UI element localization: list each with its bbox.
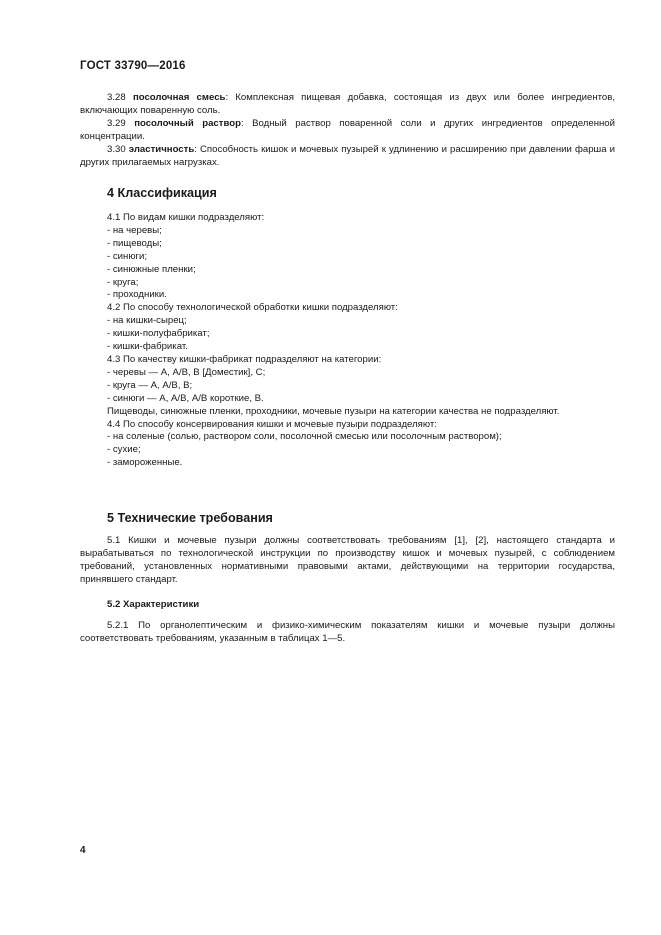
- subsection-5-2-heading: 5.2 Характеристики: [107, 599, 200, 610]
- list-item: - синюжные пленки;: [107, 263, 196, 275]
- clause-5-2-1: 5.2.1 По органолептическим и физико-химическим показателям кишки и мочевые пузыри должны соответствовать требованиям, указанным в таблицах 1—5.: [80, 620, 615, 644]
- list-item: - синюги — А, А/В, А/В короткие, В.: [107, 392, 264, 404]
- list-item: - пищеводы;: [107, 237, 162, 249]
- clause-4-1: 4.1 По видам кишки подразделяют:: [107, 212, 265, 223]
- clause-4-2: 4.2 По способу технологической обработки кишки подразделяют:: [107, 302, 398, 314]
- definitions-block: [80, 92, 615, 169]
- definition-3-29: 3.29 посолочный раствор: Водный раствор поваренной соли и других ингредиентов определенной концентрации.: [80, 117, 615, 142]
- definition-3-28: 3.28 посолочная смесь: Комплексная пищевая добавка, состоящая из двух или более ингредиентов, включающих поваренную соль.: [80, 92, 616, 116]
- list-item: - черевы — А, А/В, В [Доместик], С;: [107, 366, 266, 378]
- list-item: - проходники.: [107, 289, 167, 301]
- list-item: - кишки-полуфабрикат;: [107, 328, 210, 340]
- document-code: ГОСТ 33790—2016: [80, 60, 186, 72]
- list-item: - синюги;: [107, 250, 148, 262]
- section-5-heading: 5 Технические требования: [107, 511, 273, 525]
- clause-4-4: 4.4 По способу консервирования кишки и мочевые пузыри подразделяют:: [107, 418, 437, 430]
- list-item: - круга — А, А/В, В;: [107, 379, 193, 391]
- page-number: 4: [80, 845, 86, 856]
- list-item: - на черевы;: [107, 224, 162, 236]
- list-item: - сухие;: [107, 444, 141, 456]
- clause-4-3-note: Пищеводы, синюжные пленки, проходники, мочевые пузыри на категории качества не подразделяют.: [107, 405, 560, 417]
- clause-4-3: 4.3 По качеству кишки-фабрикат подразделяют на категории:: [107, 353, 382, 365]
- list-item: - замороженные.: [107, 457, 183, 469]
- list-item: - кишки-фабрикат.: [107, 341, 188, 353]
- section-4-body: [80, 212, 615, 470]
- definition-3-30: 3.30 эластичность: Способность кишок и мочевых пузырей к удлинению и расширению при давлении фарша и других прилагаемых нагрузках.: [80, 143, 615, 168]
- list-item: - на кишки-сырец;: [107, 315, 187, 327]
- clause-5-1: 5.1 Кишки и мочевые пузыри должны соответствовать требованиям [1], [2], настоящего стандарта и вырабатываться по технологической инструкции по производству кишок и мочевых пузырей, с соблюдением требований, установленных нормативными правовыми актами, действующими на территории государства, принявшего стандарт.: [80, 535, 615, 585]
- list-item: - круга;: [107, 276, 139, 288]
- section-4-heading: 4 Классификация: [107, 186, 217, 200]
- list-item: - на соленые (солью, раствором соли, посолочной смесью или посолочным раствором);: [107, 431, 502, 443]
